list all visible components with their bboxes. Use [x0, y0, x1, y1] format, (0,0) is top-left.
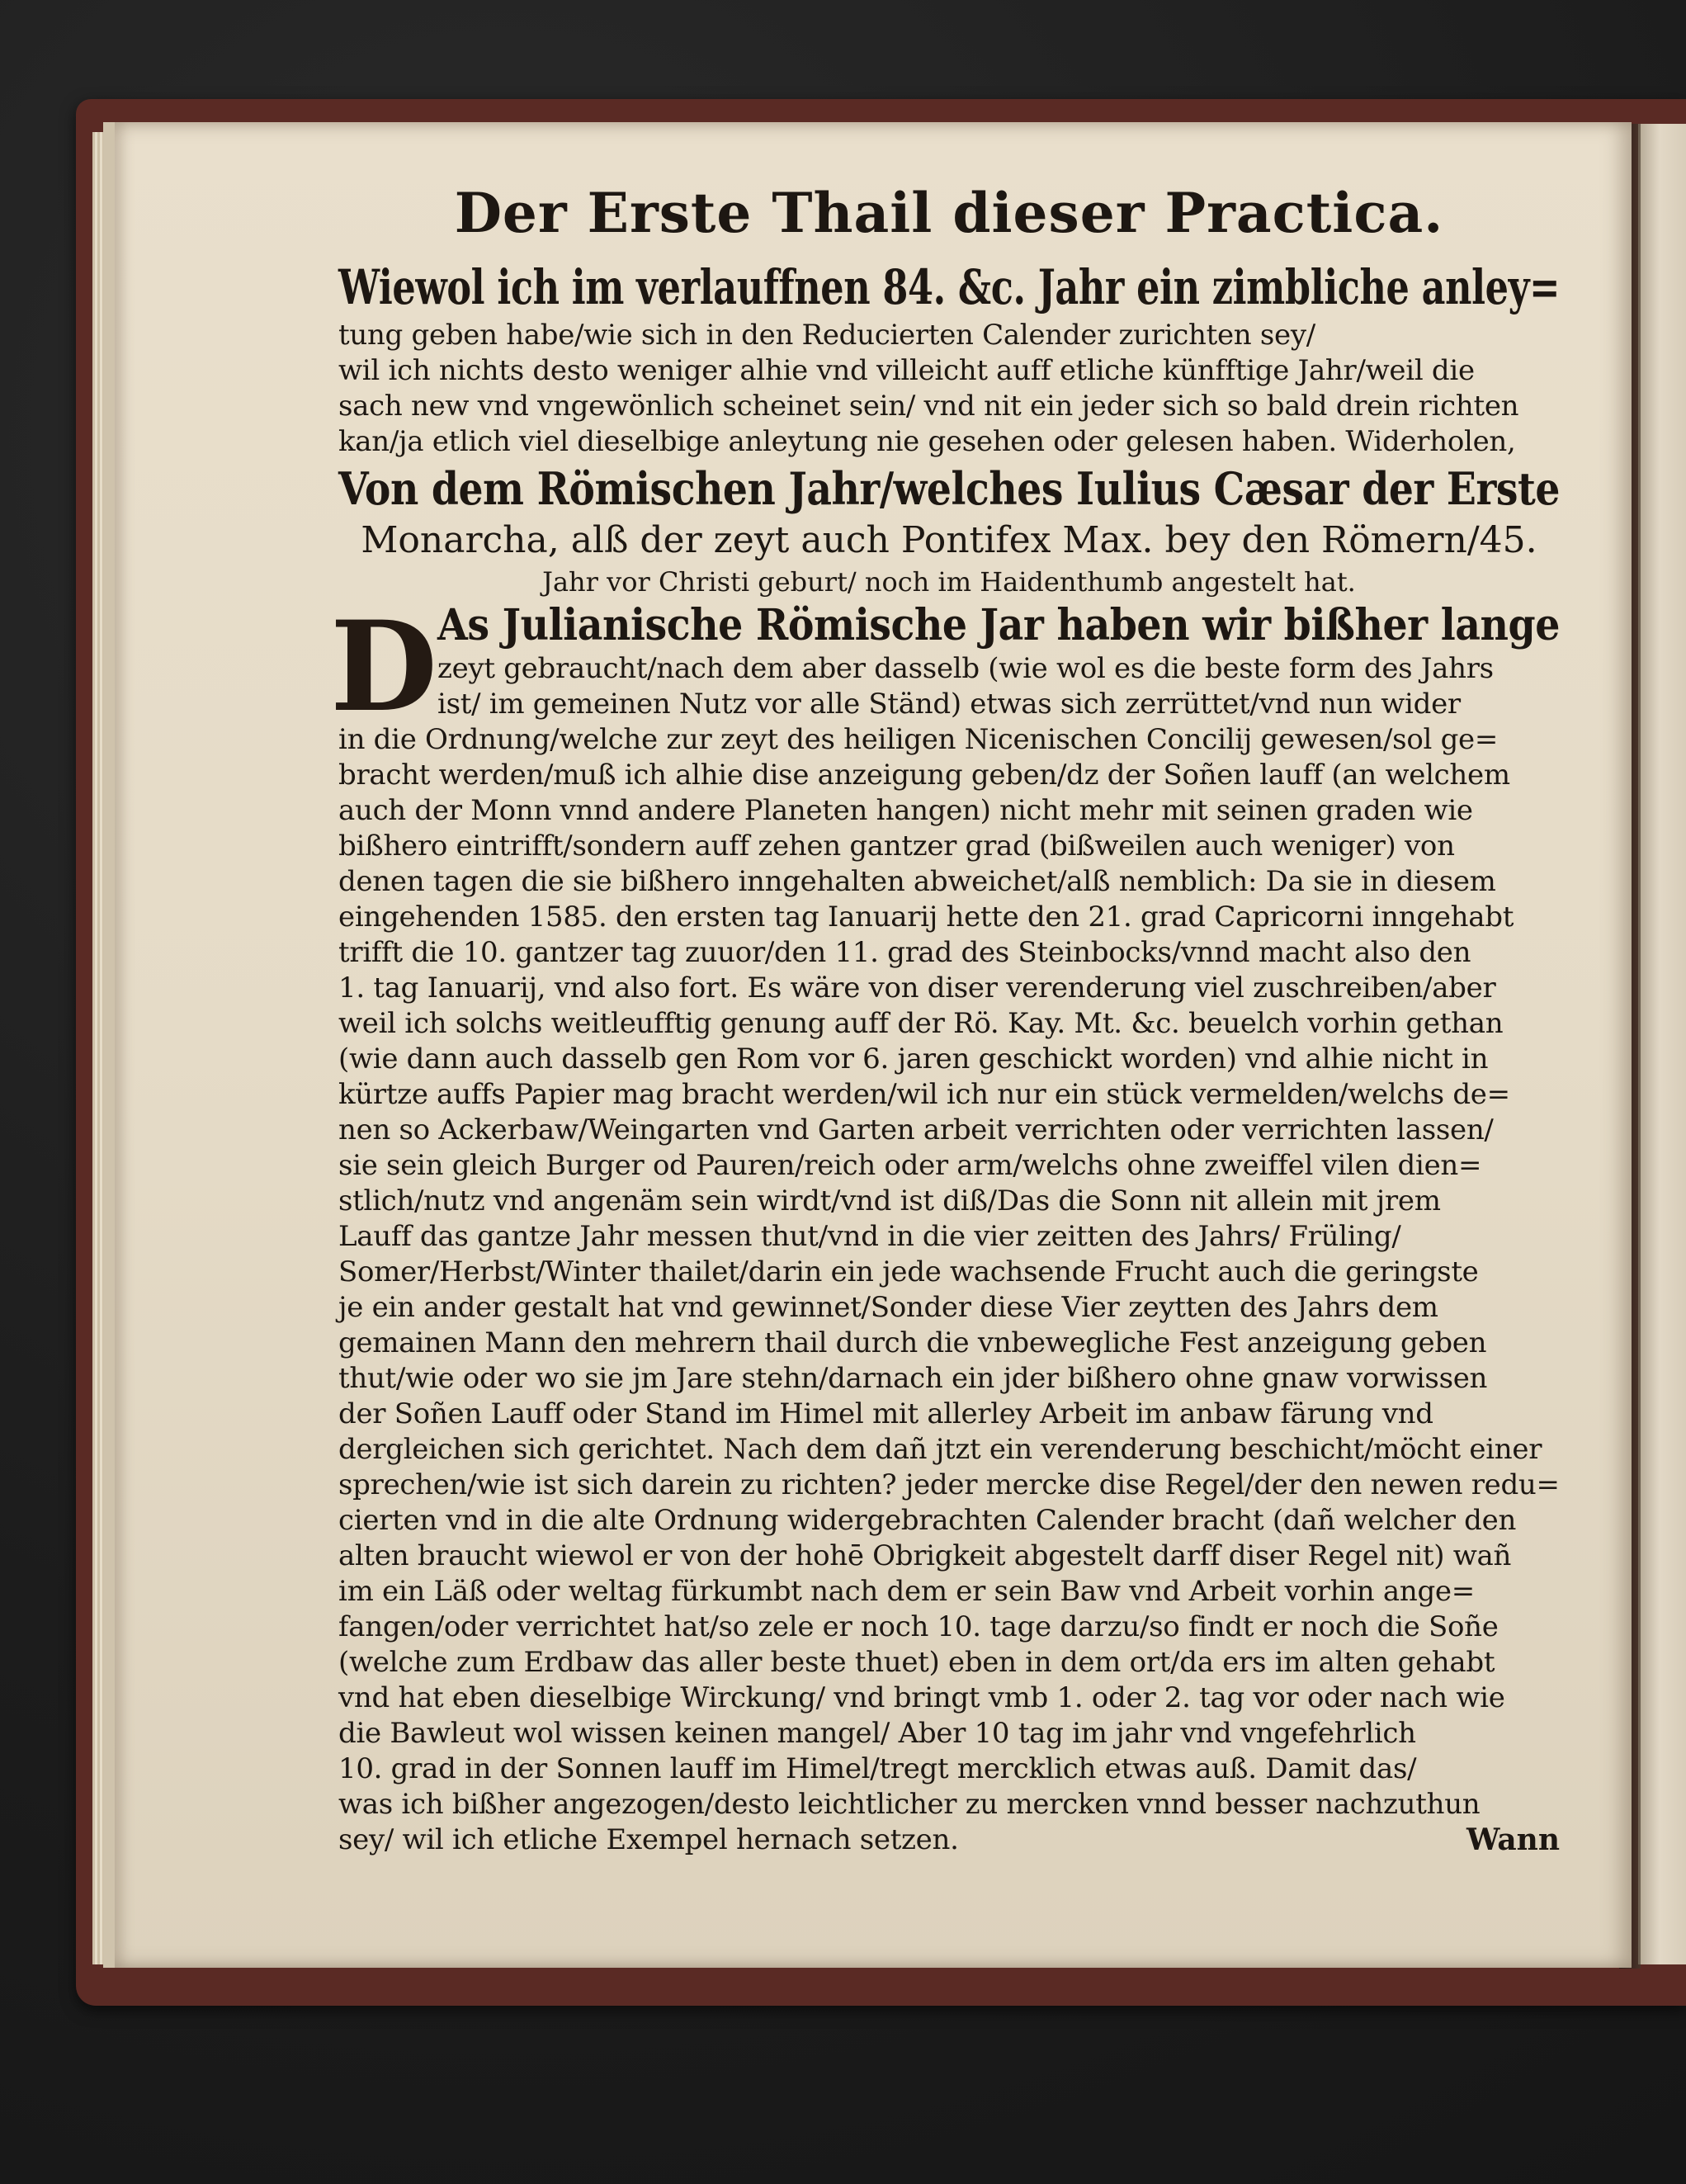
intro-line: kan/ja etlich viel dieselbige anleytung nie gesehen oder gelesen haben. Widerholen, [338, 425, 1516, 458]
body-line: weil ich solchs weitleufftig genung auff der Rö. Kay. Mt. &c. beuelch vorhin gethan [338, 1007, 1504, 1040]
body-line: cierten vnd in die alte Ordnung widergebrachten Calender bracht (dañ welcher den [338, 1504, 1517, 1537]
section-heading: Von dem Römischen Jahr/welches Iulius Cæsar der Erste [338, 462, 1561, 515]
body-first-line: As Julianische Römische Jar haben wir bißher lange [437, 600, 1560, 650]
body-line: kürtze auffs Papier mag bracht werden/wil ich nur ein stück vermelden/welchs de= [338, 1078, 1510, 1111]
body-line: (wie dann auch dasselb gen Rom vor 6. jaren geschickt worden) vnd alhie nicht in [338, 1042, 1489, 1075]
body-line: stlich/nutz vnd angenäm sein wirdt/vnd ist diß/Das die Sonn nit allein mit jrem [338, 1184, 1441, 1217]
page-text [330, 177, 1561, 1857]
body-line: sprechen/wie ist sich darein zu richten? jeder mercke dise Regel/der den newen redu= [338, 1468, 1560, 1501]
body-line: der Soñen Lauff oder Stand im Himel mit allerley Arbeit im anbaw färung vnd [338, 1397, 1433, 1430]
body-line: 10. grad in der Sonnen lauff im Himel/tregt mercklich etwas auß. Damit das/ [338, 1752, 1417, 1785]
body-line: bißhero eintrifft/sondern auff zehen gantzer grad (bißweilen auch weniger) von [338, 830, 1455, 863]
drop-cap-initial: D [330, 594, 438, 740]
body-line: thut/wie oder wo sie jm Jare stehn/darnach ein jder bißhero ohne gnaw vorwissen [338, 1362, 1488, 1395]
body-line: nen so Ackerbaw/Weingarten vnd Garten arbeit verrichten oder verrichten lassen/ [338, 1113, 1494, 1146]
body-paragraph [338, 722, 1560, 1858]
body-line: vnd hat eben dieselbige Wirckung/ vnd bringt vmb 1. oder 2. tag vor oder nach wie [338, 1681, 1505, 1714]
intro-line: wil ich nichts desto weniger alhie vnd villeicht auff etliche künfftige Jahr/weil die [338, 354, 1475, 387]
body-line: bracht werden/muß ich alhie dise anzeigung geben/dz der Soñen lauff (an welchem [338, 759, 1510, 792]
page-title: Der Erste Thail dieser Practica. [454, 181, 1444, 245]
body-line: auch der Monn vnnd andere Planeten hangen) nicht mehr mit seinen graden wie [338, 794, 1473, 827]
section-heading-sub: Monarcha, alß der zeyt auch Pontifex Max. bey den Römern/45. [361, 519, 1537, 561]
body-line: gemainen Mann den mehrern thail durch die vnbewegliche Fest anzeigung geben [338, 1326, 1487, 1359]
body-line: dergleichen sich gerichtet. Nach dem dañ jtzt ein verenderung beschicht/möcht einer [338, 1433, 1542, 1466]
intro-line: tung geben habe/wie sich in den Reducierten Calender zurichten sey/ [338, 319, 1315, 352]
catchword: Wann [1466, 1822, 1560, 1857]
body-line: sie sein gleich Burger od Pauren/reich oder arm/welchs ohne zweiffel vilen dien= [338, 1149, 1482, 1182]
intro-line: sach new vnd vngewönlich scheinet sein/ vnd nit ein jeder sich so bald drein richten [338, 390, 1519, 423]
body-line: die Bawleut wol wissen keinen mangel/ Aber 10 tag im jahr vnd vngefehrlich [338, 1717, 1416, 1750]
body-line: was ich bißher angezogen/desto leichtlicher zu mercken vnnd besser nachzuthun [338, 1788, 1481, 1821]
body-line: alten braucht wiewol er von der hohē Obrigkeit abgestelt darff diser Regel nit) wañ [338, 1539, 1512, 1572]
section-heading-sub2: Jahr vor Christi geburt/ noch im Haidenthumb angestelt hat. [542, 566, 1356, 598]
body-line: trifft die 10. gantzer tag zuuor/den 11. grad des Steinbocks/vnnd macht also den [338, 936, 1471, 969]
body-line: denen tagen die sie bißhero inngehalten abweichet/alß nemblich: Da sie in diesem [338, 865, 1496, 898]
body-line: (welche zum Erdbaw das aller beste thuet) eben in dem ort/da ers im alten gehabt [338, 1646, 1495, 1679]
body-line: Lauff das gantze Jahr messen thut/vnd in die vier zeitten des Jahrs/ Früling/ [338, 1220, 1401, 1253]
body-line: Somer/Herbst/Winter thailet/darin ein jede wachsende Frucht auch die geringste [338, 1255, 1479, 1288]
body-line: je ein ander gestalt hat vnd gewinnet/Sonder diese Vier zeytten des Jahrs dem [338, 1291, 1438, 1324]
body-line: fangen/oder verrichtet hat/so zele er noch 10. tage darzu/so findt er noch die Soñe [338, 1610, 1499, 1643]
body-line: 1. tag Ianuarij, vnd also fort. Es wäre von diser verenderung viel zuschreiben/aber [338, 971, 1496, 1005]
body-line: in die Ordnung/welche zur zeyt des heiligen Nicenischen Concilij gewesen/sol ge= [338, 723, 1499, 756]
body-line: im ein Läß oder weltag fürkumbt nach dem er sein Baw vnd Arbeit vorhin ange= [338, 1575, 1475, 1608]
body-line: sey/ wil ich etliche Exempel hernach setzen. [338, 1823, 959, 1856]
body-line: zeyt gebraucht/nach dem aber dasselb (wie wol es die beste form des Jahrs [437, 652, 1494, 685]
body-line: eingehenden 1585. den ersten tag Ianuarij hette den 21. grad Capricorni inngehabt [338, 901, 1514, 934]
facing-page-edge [1638, 124, 1686, 1964]
intro-lead-line: Wiewol ich im verlauffnen 84. &c. Jahr ein zimbliche anley= [338, 259, 1561, 315]
body-line: ist/ im gemeinen Nutz vor alle Ständ) etwas sich zerrüttet/vnd nun wider [437, 688, 1461, 721]
